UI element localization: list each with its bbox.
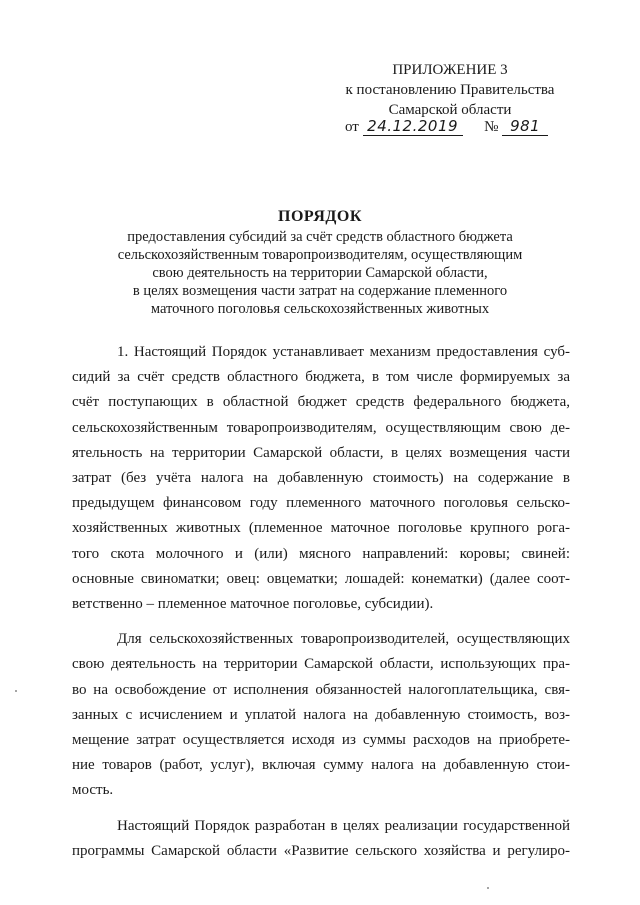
subtitle-line: сельскохозяйственным товаропроизводителям, осуществляющим [117, 247, 523, 263]
text-line: свою деятельность на территории Самарской области, использующих пра- [72, 656, 570, 673]
subtitle-line: предоставления субсидий за счёт средств областного бюджета [127, 229, 513, 245]
text-line: программы Самарской области «Развитие сельского хозяйства и регулиро- [72, 842, 570, 859]
appendix-title: ПРИЛОЖЕНИЕ 3 [392, 62, 508, 78]
paragraph-3 [72, 814, 570, 864]
subtitle-line: в целях возмещения части затрат на содержание племенного [132, 283, 508, 299]
text-line: ятельность на территории Самарской области, в целях возмещения части [72, 444, 570, 461]
paragraph-2 [72, 627, 570, 803]
text-line: сельскохозяйственным товаропроизводителям, осуществляющим свою де- [72, 419, 570, 436]
text-line: затрат (без учёта налога на добавленную стоимость) на содержание в [72, 470, 570, 487]
scan-speck [487, 887, 489, 889]
text-line: Для сельскохозяйственных товаропроизводителей, осуществляющих [117, 631, 570, 648]
paragraph-1 [72, 340, 570, 617]
text-line: хозяйственных животных (племенное маточное поголовье крупного рога- [72, 520, 570, 537]
text-line: предыдущем финансовом году племенного маточного поголовья сельско- [72, 495, 570, 512]
text-line: Настоящий Порядок разработан в целях реализации государственной [117, 817, 570, 834]
subtitle-line: маточного поголовья сельскохозяйственных животных [150, 301, 490, 317]
appendix-header [300, 60, 600, 120]
text-line: мещение затрат осуществляется исходя из суммы расходов на приобрете- [72, 732, 570, 749]
subtitle-line: свою деятельность на территории Самарской области, [152, 265, 488, 281]
text-line: ветственно – племенное маточное поголовье, субсидии). [72, 596, 434, 613]
document-body [72, 340, 570, 874]
decree-date-number-line [345, 117, 548, 137]
appendix-region-line: Самарской области [388, 102, 512, 118]
handwritten-number: 981 [502, 118, 548, 136]
scan-speck [15, 690, 17, 692]
text-line: во на освобождение от исполнения обязанностей налогоплательщика, свя- [72, 681, 570, 698]
number-prefix: № [484, 119, 499, 135]
document-subtitle [80, 228, 560, 318]
appendix-decree-line: к постановлению Правительства [345, 82, 555, 98]
text-line: ние товаров (работ, услуг), включая сумму налога на добавленную стои- [72, 757, 570, 774]
text-line: счёт поступающих в областной бюджет средств федерального бюджета, [72, 394, 570, 411]
text-line: основные свиноматки; овец: овцематки; лошадей: конематки) (далее соот- [72, 570, 570, 587]
handwritten-date: 24.12.2019 [363, 118, 463, 136]
text-line: мость. [72, 782, 114, 799]
text-line: того скота молочного и (или) мясного направлений: коровы; свиней: [72, 545, 570, 562]
text-line: занных с исчислением и уплатой налога на добавленную стоимость, воз- [72, 706, 570, 723]
text-line: 1. Настоящий Порядок устанавливает механизм предоставления суб- [117, 344, 570, 360]
document-title: ПОРЯДОК [278, 208, 362, 225]
date-prefix: от [345, 119, 359, 135]
text-line: сидий за счёт средств областного бюджета, в том числе формируемых за [72, 369, 570, 386]
